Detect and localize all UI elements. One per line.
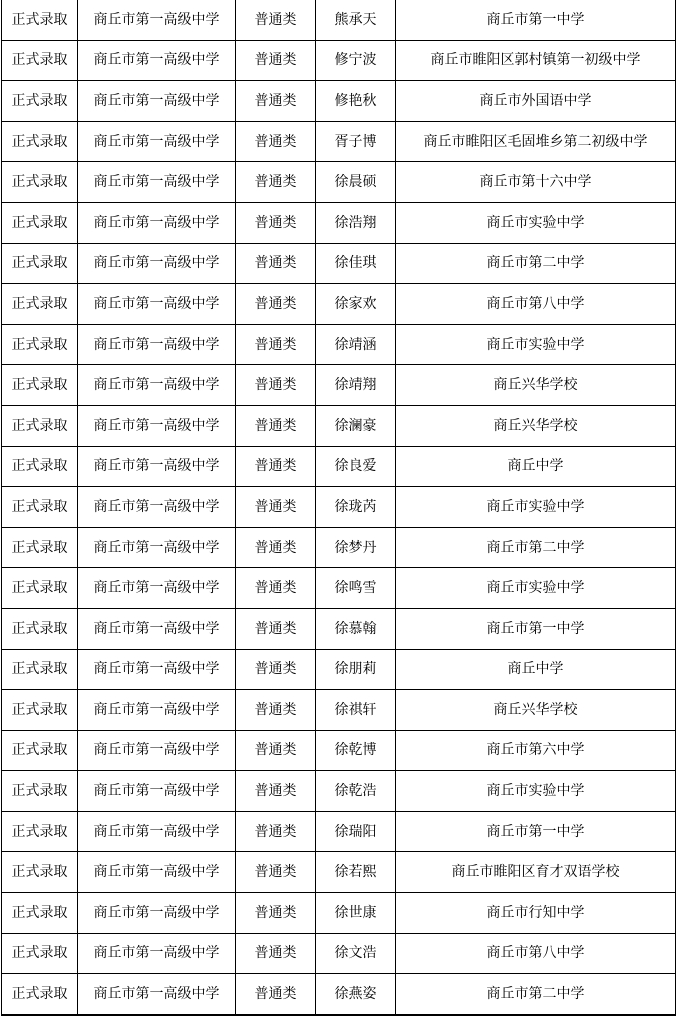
admission-status-cell: 正式录取 <box>2 487 78 528</box>
student-name-cell: 徐珑芮 <box>316 487 396 528</box>
category-cell: 普通类 <box>236 852 316 893</box>
category-cell: 普通类 <box>236 365 316 406</box>
category-cell: 普通类 <box>236 162 316 203</box>
graduating-school-cell: 商丘市第一中学 <box>396 811 676 852</box>
admission-status-cell: 正式录取 <box>2 0 78 40</box>
graduating-school-cell: 商丘市第一中学 <box>396 608 676 649</box>
admission-status-cell: 正式录取 <box>2 690 78 731</box>
table-row <box>2 0 676 40</box>
graduating-school-cell: 商丘市睢阳区毛固堆乡第二初级中学 <box>396 121 676 162</box>
admitted-school-cell: 商丘市第一高级中学 <box>78 974 236 1015</box>
category-cell: 普通类 <box>236 933 316 974</box>
category-cell: 普通类 <box>236 974 316 1015</box>
graduating-school-cell: 商丘市睢阳区郭村镇第一初级中学 <box>396 40 676 81</box>
table-row <box>2 852 676 893</box>
admitted-school-cell: 商丘市第一高级中学 <box>78 649 236 690</box>
graduating-school-cell: 商丘市行知中学 <box>396 893 676 934</box>
graduating-school-cell: 商丘兴华学校 <box>396 405 676 446</box>
admitted-school-cell: 商丘市第一高级中学 <box>78 771 236 812</box>
graduating-school-cell: 商丘市第二中学 <box>396 974 676 1015</box>
student-name-cell: 徐梦丹 <box>316 527 396 568</box>
admitted-school-cell: 商丘市第一高级中学 <box>78 527 236 568</box>
category-cell: 普通类 <box>236 405 316 446</box>
table-row <box>2 446 676 487</box>
category-cell: 普通类 <box>236 284 316 325</box>
table-row <box>2 324 676 365</box>
graduating-school-cell: 商丘市外国语中学 <box>396 81 676 122</box>
admission-status-cell: 正式录取 <box>2 933 78 974</box>
admission-status-cell: 正式录取 <box>2 446 78 487</box>
admission-status-cell: 正式录取 <box>2 81 78 122</box>
admitted-school-cell: 商丘市第一高级中学 <box>78 0 236 40</box>
graduating-school-cell: 商丘兴华学校 <box>396 690 676 731</box>
student-name-cell: 徐朋莉 <box>316 649 396 690</box>
graduating-school-cell: 商丘市实验中学 <box>396 324 676 365</box>
admission-status-cell: 正式录取 <box>2 974 78 1015</box>
graduating-school-cell: 商丘市实验中学 <box>396 771 676 812</box>
graduating-school-cell: 商丘中学 <box>396 446 676 487</box>
admitted-school-cell: 商丘市第一高级中学 <box>78 933 236 974</box>
admission-status-cell: 正式录取 <box>2 730 78 771</box>
table-row <box>2 811 676 852</box>
category-cell: 普通类 <box>236 243 316 284</box>
graduating-school-cell: 商丘市实验中学 <box>396 568 676 609</box>
admitted-school-cell: 商丘市第一高级中学 <box>78 487 236 528</box>
category-cell: 普通类 <box>236 0 316 40</box>
admission-status-cell: 正式录取 <box>2 121 78 162</box>
admission-table <box>1 0 676 1016</box>
category-cell: 普通类 <box>236 690 316 731</box>
table-row <box>2 365 676 406</box>
graduating-school-cell: 商丘市第二中学 <box>396 527 676 568</box>
student-name-cell: 徐靖涵 <box>316 324 396 365</box>
admission-status-cell: 正式录取 <box>2 649 78 690</box>
admitted-school-cell: 商丘市第一高级中学 <box>78 608 236 649</box>
table-row <box>2 690 676 731</box>
table-row <box>2 730 676 771</box>
category-cell: 普通类 <box>236 608 316 649</box>
category-cell: 普通类 <box>236 527 316 568</box>
student-name-cell: 胥子博 <box>316 121 396 162</box>
admitted-school-cell: 商丘市第一高级中学 <box>78 852 236 893</box>
admitted-school-cell: 商丘市第一高级中学 <box>78 81 236 122</box>
admission-status-cell: 正式录取 <box>2 893 78 934</box>
admission-status-cell: 正式录取 <box>2 324 78 365</box>
admission-status-cell: 正式录取 <box>2 365 78 406</box>
category-cell: 普通类 <box>236 121 316 162</box>
graduating-school-cell: 商丘中学 <box>396 649 676 690</box>
admission-status-cell: 正式录取 <box>2 771 78 812</box>
graduating-school-cell: 商丘市睢阳区育才双语学校 <box>396 852 676 893</box>
table-row <box>2 121 676 162</box>
admission-status-cell: 正式录取 <box>2 608 78 649</box>
admission-status-cell: 正式录取 <box>2 40 78 81</box>
table-row <box>2 487 676 528</box>
category-cell: 普通类 <box>236 487 316 528</box>
category-cell: 普通类 <box>236 324 316 365</box>
table-row <box>2 202 676 243</box>
admitted-school-cell: 商丘市第一高级中学 <box>78 690 236 731</box>
admission-status-cell: 正式录取 <box>2 243 78 284</box>
admitted-school-cell: 商丘市第一高级中学 <box>78 40 236 81</box>
graduating-school-cell: 商丘兴华学校 <box>396 365 676 406</box>
student-name-cell: 徐慕翰 <box>316 608 396 649</box>
category-cell: 普通类 <box>236 811 316 852</box>
table-row <box>2 40 676 81</box>
table-row <box>2 81 676 122</box>
student-name-cell: 修艳秋 <box>316 81 396 122</box>
admission-status-cell: 正式录取 <box>2 568 78 609</box>
admitted-school-cell: 商丘市第一高级中学 <box>78 811 236 852</box>
admitted-school-cell: 商丘市第一高级中学 <box>78 405 236 446</box>
student-name-cell: 修宁波 <box>316 40 396 81</box>
student-name-cell: 徐燕姿 <box>316 974 396 1015</box>
table-row <box>2 243 676 284</box>
student-name-cell: 徐乾博 <box>316 730 396 771</box>
admission-status-cell: 正式录取 <box>2 852 78 893</box>
admitted-school-cell: 商丘市第一高级中学 <box>78 121 236 162</box>
student-name-cell: 徐澜豪 <box>316 405 396 446</box>
graduating-school-cell: 商丘市第一中学 <box>396 0 676 40</box>
graduating-school-cell: 商丘市实验中学 <box>396 202 676 243</box>
category-cell: 普通类 <box>236 893 316 934</box>
graduating-school-cell: 商丘市实验中学 <box>396 487 676 528</box>
student-name-cell: 徐瑞阳 <box>316 811 396 852</box>
admission-status-cell: 正式录取 <box>2 202 78 243</box>
category-cell: 普通类 <box>236 446 316 487</box>
table-row <box>2 405 676 446</box>
admitted-school-cell: 商丘市第一高级中学 <box>78 446 236 487</box>
admitted-school-cell: 商丘市第一高级中学 <box>78 202 236 243</box>
table-row <box>2 933 676 974</box>
student-name-cell: 徐乾浩 <box>316 771 396 812</box>
admitted-school-cell: 商丘市第一高级中学 <box>78 893 236 934</box>
student-name-cell: 徐佳琪 <box>316 243 396 284</box>
student-name-cell: 徐浩翔 <box>316 202 396 243</box>
student-name-cell: 徐家欢 <box>316 284 396 325</box>
student-name-cell: 徐鸣雪 <box>316 568 396 609</box>
category-cell: 普通类 <box>236 40 316 81</box>
admitted-school-cell: 商丘市第一高级中学 <box>78 162 236 203</box>
table-row <box>2 974 676 1015</box>
student-name-cell: 徐良爱 <box>316 446 396 487</box>
student-name-cell: 徐晨硕 <box>316 162 396 203</box>
student-name-cell: 徐若熙 <box>316 852 396 893</box>
table-row <box>2 284 676 325</box>
admission-status-cell: 正式录取 <box>2 162 78 203</box>
graduating-school-cell: 商丘市第二中学 <box>396 243 676 284</box>
table-row <box>2 771 676 812</box>
table-row <box>2 608 676 649</box>
student-name-cell: 徐文浩 <box>316 933 396 974</box>
category-cell: 普通类 <box>236 202 316 243</box>
admission-status-cell: 正式录取 <box>2 811 78 852</box>
graduating-school-cell: 商丘市第六中学 <box>396 730 676 771</box>
student-name-cell: 徐世康 <box>316 893 396 934</box>
graduating-school-cell: 商丘市第八中学 <box>396 933 676 974</box>
admitted-school-cell: 商丘市第一高级中学 <box>78 730 236 771</box>
student-name-cell: 熊承天 <box>316 0 396 40</box>
table-row <box>2 649 676 690</box>
admission-status-cell: 正式录取 <box>2 527 78 568</box>
admitted-school-cell: 商丘市第一高级中学 <box>78 284 236 325</box>
student-name-cell: 徐祺轩 <box>316 690 396 731</box>
admitted-school-cell: 商丘市第一高级中学 <box>78 365 236 406</box>
category-cell: 普通类 <box>236 771 316 812</box>
admitted-school-cell: 商丘市第一高级中学 <box>78 243 236 284</box>
category-cell: 普通类 <box>236 568 316 609</box>
table-row <box>2 568 676 609</box>
admission-status-cell: 正式录取 <box>2 405 78 446</box>
category-cell: 普通类 <box>236 81 316 122</box>
table-row <box>2 527 676 568</box>
admitted-school-cell: 商丘市第一高级中学 <box>78 324 236 365</box>
admission-status-cell: 正式录取 <box>2 284 78 325</box>
student-name-cell: 徐靖翔 <box>316 365 396 406</box>
graduating-school-cell: 商丘市第八中学 <box>396 284 676 325</box>
category-cell: 普通类 <box>236 649 316 690</box>
category-cell: 普通类 <box>236 730 316 771</box>
table-row <box>2 893 676 934</box>
admitted-school-cell: 商丘市第一高级中学 <box>78 568 236 609</box>
graduating-school-cell: 商丘市第十六中学 <box>396 162 676 203</box>
table-body <box>2 0 676 1015</box>
table-row <box>2 162 676 203</box>
